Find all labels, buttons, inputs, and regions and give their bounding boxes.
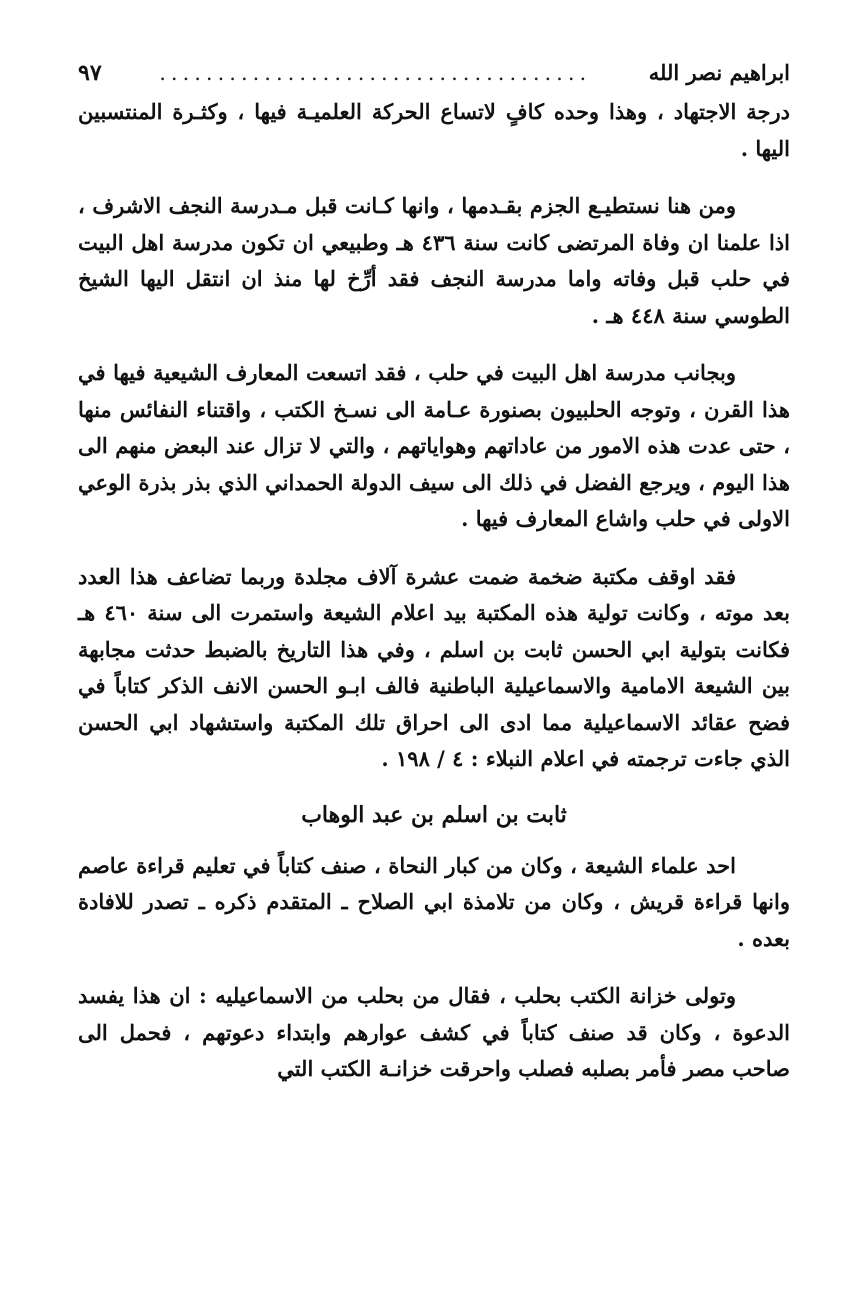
- running-title: ابراهيم نصر الله: [648, 60, 790, 85]
- book-page: [78, 60, 790, 1088]
- page-number: ٩٧: [78, 60, 102, 86]
- paragraph-library-endowment: فقد اوقف مكتبة ضخمة ضمت عشرة آلاف مجلدة وربما تضاعف هذا العدد بعد موته ، وكانت تولية هذه المكتبة بيد اعلام الشيعة واستمرت الى سنة ٤٦٠ هـ فكانت بتولية ابي الحسن ثابت بن اسلم ، وفي هذا التاريخ بالضبط حدثت مجابهة بين الشيعة الامامية والاسماعيلية الباطنية فالف ابـو الحسن الانف الذكر كتاباً في فضح عقائد الاسماعيلية مما ادى الى احراق تلك المكتبة واستشهاد ابي الحسن الذي جاءت ترجمته في اعلام النبلاء : ٤ / ١٩٨ .: [78, 563, 790, 771]
- running-header: [78, 60, 790, 94]
- section-heading: ثابت بن اسلم بن عبد الوهاب: [301, 801, 567, 828]
- paragraph-biography: احد علماء الشيعة ، وكان من كبار النحاة ، صنف كتاباً في تعليم قراءة عاصم وانها قراءة قريش ، وكان من تلامذة ابي الصلاح ـ المتقدم ذكره ـ تصدر للافادة بعده .: [78, 852, 790, 951]
- paragraph-continuation: درجة الاجتهاد ، وهذا وحده كافٍ لاتساع الحركة العلميـة فيها ، وكثـرة المنتسبين اليها .: [78, 99, 790, 161]
- paragraph-library-custody: وتولى خزانة الكتب بحلب ، فقال من بحلب من الاسماعيليه : ان هذا يفسد الدعوة ، وكان قد صنف كتاباً في كشف عوارهم وابتداء دعوتهم ، فحمل الى صاحب مصر فأمر بصلبه فصلب واحرقت خزانـة الكتب التي: [78, 983, 790, 1081]
- paragraph-najaf-school: ومن هنا نستطيـع الجزم بقـدمها ، وانها كـانت قبل مـدرسة النجف الاشرف ، اذا علمنا ان وفاة المرتضى كانت سنة ٤٣٦ هـ وطبيعي ان تكون مدرسة اهل البيت في حلب قبل وفاته واما مدرسة النجف فقد أرِّخ لها منذ ان انتقل اليها الشيخ الطوسي سنة ٤٤٨ هـ .: [78, 193, 790, 328]
- leader-dots: .....................................: [159, 61, 592, 85]
- paragraph-aleppo-knowledge: وبجانب مدرسة اهل البيت في حلب ، فقد اتسعت المعارف الشيعية فيها في هذا القرن ، وتوجه الحلبيون بصنورة عـامة الى نسـخ الكتب ، واقتناء النفائس منها ، حتى عدت هذه الامور من عاداتهم وهواياتهم ، والتي لا تزال عند البعض منهم الى هذا اليوم ، ويرجع الفضل في ذلك الى سيف الدولة الحمداني الذي بذر بذرة الوعي الاولى في حلب واشاع المعارف فيها .: [78, 360, 790, 531]
